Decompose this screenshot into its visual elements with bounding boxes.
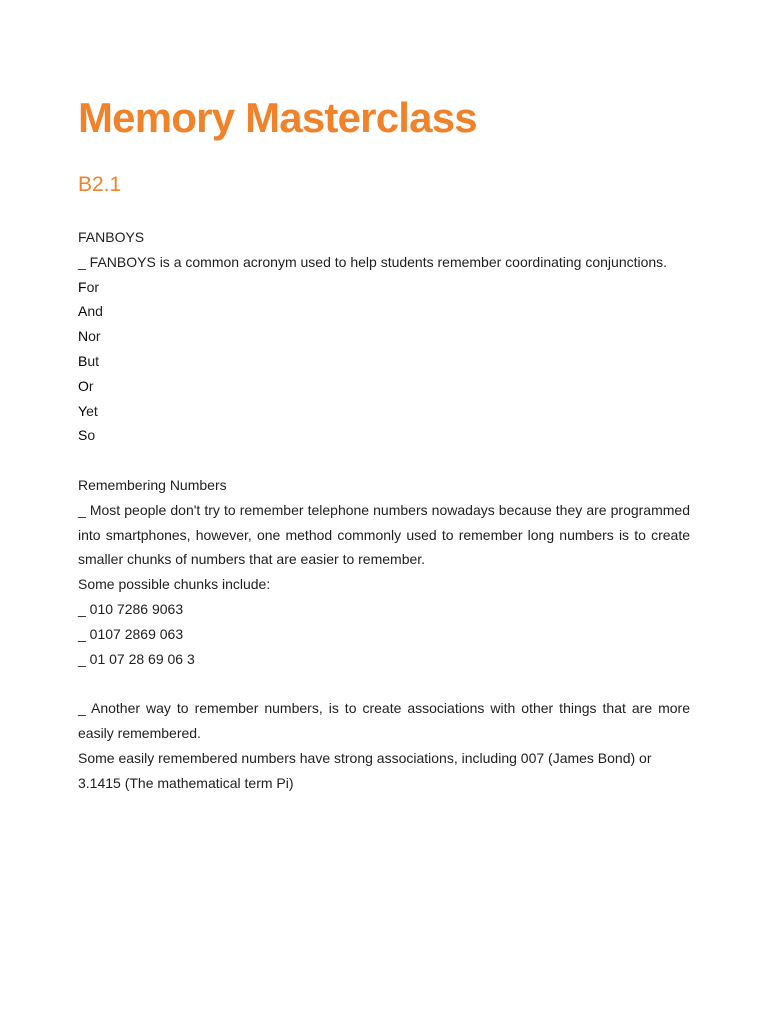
chunk-item: _ 0107 2869 063 — [78, 625, 184, 642]
fanboys-heading: FANBOYS — [78, 229, 145, 245]
examples-paragraph: Some easily remembered numbers have strong associations, including 007 (James Bond) or 3.1415 (The mathematical term Pi) — [78, 749, 652, 791]
acronym-letter: O — [78, 377, 89, 394]
spacer — [78, 448, 690, 473]
acronym-word — [78, 324, 690, 349]
acronym-letter: B — [78, 352, 88, 369]
acronym-rest: or — [86, 278, 100, 295]
acronym-word — [78, 423, 690, 448]
chunks-intro: Some possible chunks include: — [78, 576, 271, 593]
acronym-rest: et — [86, 402, 98, 419]
section-code: B2.1 — [78, 173, 122, 196]
acronym-letter: Y — [78, 402, 87, 419]
numbers-heading: Remembering Numbers — [78, 476, 227, 493]
acronym-letter: F — [78, 278, 87, 295]
page-title: Memory Masterclass — [78, 94, 477, 141]
spacer — [78, 671, 690, 696]
acronym-word — [78, 399, 690, 424]
acronym-letter: A — [78, 303, 88, 320]
acronym-rest: r — [88, 377, 94, 394]
acronym-letter: S — [78, 427, 88, 444]
acronym-rest: nd — [87, 303, 103, 320]
numbers-paragraph: _ Most people don't try to remember telephone numbers nowadays because they are programmed into smartphones, however, one method commonly used to remember long numbers is to create smaller chunks of numbers that are easier to remember. — [78, 501, 690, 568]
acronym-list — [78, 275, 690, 449]
acronym-word — [78, 299, 690, 324]
document-page — [78, 94, 690, 795]
fanboys-intro: _ FANBOYS is a common acronym used to help students remember coordinating conjunctions. — [78, 253, 668, 270]
chunk-item: _ 010 7286 9063 — [78, 600, 184, 617]
acronym-word — [78, 275, 690, 300]
acronym-word — [78, 374, 690, 399]
acronym-letter: N — [78, 328, 89, 345]
acronym-rest: o — [87, 427, 96, 444]
acronym-word — [78, 349, 690, 374]
association-paragraph: _ Another way to remember numbers, is to create associations with other things that are more easily remembered. — [78, 700, 690, 741]
acronym-rest: or — [88, 328, 101, 345]
chunk-item: _ 01 07 28 69 06 3 — [78, 650, 195, 667]
acronym-rest: ut — [87, 352, 100, 369]
